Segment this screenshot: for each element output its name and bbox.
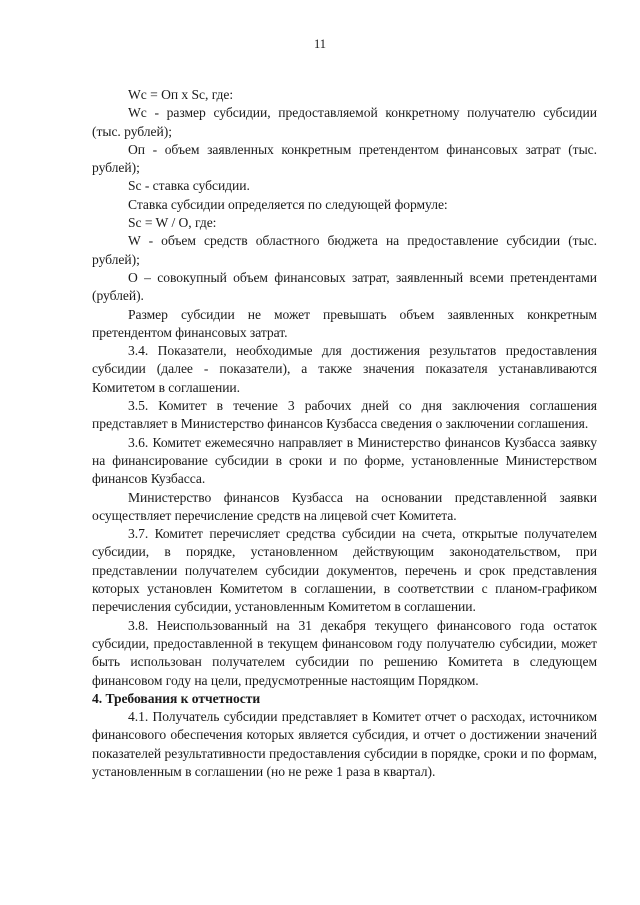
rate-intro: Ставка субсидии определяется по следующей формуле: xyxy=(128,196,448,212)
clause-3-5: 3.5. Комитет в течение 3 рабочих дней со дня заключения соглашения представляет в Министерство финансов Кузбасса сведения о заключении соглашения. xyxy=(92,398,597,432)
clause-3-7: 3.7. Комитет перечисляет средства субсидии на счета, открытые получателем субсидии, в порядке, установленном действующим законодательством, при представлении получателем субсидии документов, перечень и срок представления которых установлен Комитетом в соглашении, в соответствии с планом-графиком перечисления субсидии, установленным Комитетом в соглашении. xyxy=(92,526,597,615)
formula-sc: Sc = W / О, где: xyxy=(128,215,217,231)
definition-op: Оп - объем заявленных конкретным претендентом финансовых затрат (тыс. рублей); xyxy=(92,141,597,176)
section-heading: 4. Требования к отчетности xyxy=(92,690,261,706)
clause-3-8: 3.8. Неиспользованный на 31 декабря текущего финансового года остаток субсидии, предоставленной в текущем финансовом году получателю субсидии, может быть использован получателем субсидии по решению Комитета в следующем финансовом году на цели, предусмотренные настоящим Порядком. xyxy=(92,617,597,688)
clause-4-1: 4.1. Получатель субсидии представляет в Комитет отчет о расходах, источником финансового обеспечения которых является субсидия, и отчет о достижении значений показателей результативности предоставления субсидии в порядке, сроки и по формам, установленным в соглашении (но не реже 1 раза в квартал). xyxy=(92,709,597,779)
ministry-transfer-paragraph: Министерство финансов Кузбасса на основании представленной заявки осуществляет перечисление средств на лицевой счет Комитета. xyxy=(92,489,597,523)
document-body xyxy=(92,86,597,781)
definition-o: О – совокупный объем финансовых затрат, заявленный всеми претендентами (рублей). xyxy=(92,269,597,304)
formula-wc: Wc = Оп x Sc, где: xyxy=(128,87,234,102)
clause-3-6: 3.6. Комитет ежемесячно направляет в Министерство финансов Кузбасса заявку на финансирование субсидии в сроки и по форме, установленные Министерством финансов Кузбасса. xyxy=(92,434,597,487)
page-number: 11 xyxy=(313,37,327,51)
subsidy-limit-paragraph: Размер субсидии не может превышать объем заявленных конкретным претендентом финансовых затрат. xyxy=(92,306,597,340)
definition-wc: Wc - размер субсидии, предоставляемой конкретному получателю субсидии (тыс. рублей); xyxy=(92,105,597,139)
definition-sc: Sc - ставка субсидии. xyxy=(128,178,250,194)
clause-3-4: 3.4. Показатели, необходимые для достижения результатов предоставления субсидии (далее - показатели), а также значения показателя устанавливаются Комитетом в соглашении. xyxy=(92,343,597,395)
definition-w: W - объем средств областного бюджета на предоставление субсидии (тыс. рублей); xyxy=(92,233,597,267)
